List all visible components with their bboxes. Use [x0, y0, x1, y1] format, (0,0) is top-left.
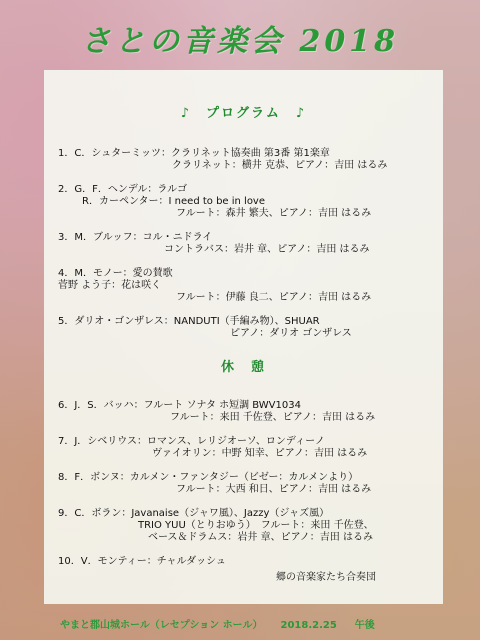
program-item-10-title: 10．V．モンティー：チャルダッシュ: [58, 556, 226, 567]
concert-time: 午後: [354, 620, 375, 631]
program-item-5-performers: ピアノ：ダリオ ゴンザレス: [230, 328, 352, 339]
venue-info: [60, 616, 440, 631]
intermission-heading: 休 憩: [220, 360, 266, 375]
program-item-6-title: 6．J．S．バッハ：フルート ソナタ ホ短調 BWV1034: [58, 400, 301, 411]
program-item-4-title-2: 菅野 よう子：花は咲く: [58, 280, 162, 291]
program-item-9-ensemble: TRIO YUU（とりおゆう） フルート：来田 千佐登、: [138, 520, 374, 531]
program-item-7-performers: ヴァイオリン：中野 知幸、ピアノ：吉田 はるみ: [152, 448, 368, 459]
venue-name: やまと郡山城ホール（レセプション ホール）: [60, 620, 263, 631]
program-heading: ♪ プログラム ♪: [180, 106, 307, 121]
program-item-2-performers: フルート：森井 繁夫、ピアノ：吉田 はるみ: [176, 208, 372, 219]
program-item-5-title: 5．ダリオ・ゴンザレス：NANDUTI（手編み物）、SHUAR: [58, 316, 320, 327]
program-item-3-title: 3．M．ブルッフ：コル・ニドライ: [58, 232, 213, 243]
program-item-2-title-2: R．カーペンター：I need to be in love: [82, 196, 266, 207]
program-item-1-performers: クラリネット：横井 克恭、ピアノ：吉田 はるみ: [172, 160, 388, 171]
program-item-3-performers: コントラバス：岩井 章、ピアノ：吉田 はるみ: [164, 244, 370, 255]
program-item-4-title: 4．M．モノー：愛の賛歌: [58, 268, 173, 279]
program-item-8-title: 8．F．ボンヌ：カルメン・ファンタジー（ビゼー：カルメンより）: [58, 472, 359, 483]
program-item-9-performers: ベース＆ドラムス：岩井 章、ピアノ：吉田 はるみ: [148, 532, 373, 543]
program-item-10-performers: 郷の音楽家たち合奏団: [276, 572, 376, 583]
program-item-4-performers: フルート：伊藤 良二、ピアノ：吉田 はるみ: [176, 292, 372, 303]
program-item-7-title: 7．J．シベリウス：ロマンス、レリジオーソ、ロンディーノ: [58, 436, 325, 447]
program-item-1-title: 1．C．シュターミッツ：クラリネット協奏曲 第3番 第1楽章: [58, 148, 330, 159]
program-item-6-performers: フルート：来田 千佐登、ピアノ：吉田 はるみ: [170, 412, 376, 423]
concert-title: さとの音楽会 2018: [81, 24, 399, 59]
program-item-2-title: 2．G．F．ヘンデル：ラルゴ: [58, 184, 188, 195]
program-panel: [44, 70, 443, 604]
program-item-8-performers: フルート：大西 和日、ピアノ：吉田 はるみ: [176, 484, 372, 495]
program-item-9-title: 9．C．ボラン：Javanaise（ジャワ風）、Jazzy（ジャズ風）: [58, 508, 330, 519]
concert-date: 2018.2.25: [280, 620, 337, 631]
